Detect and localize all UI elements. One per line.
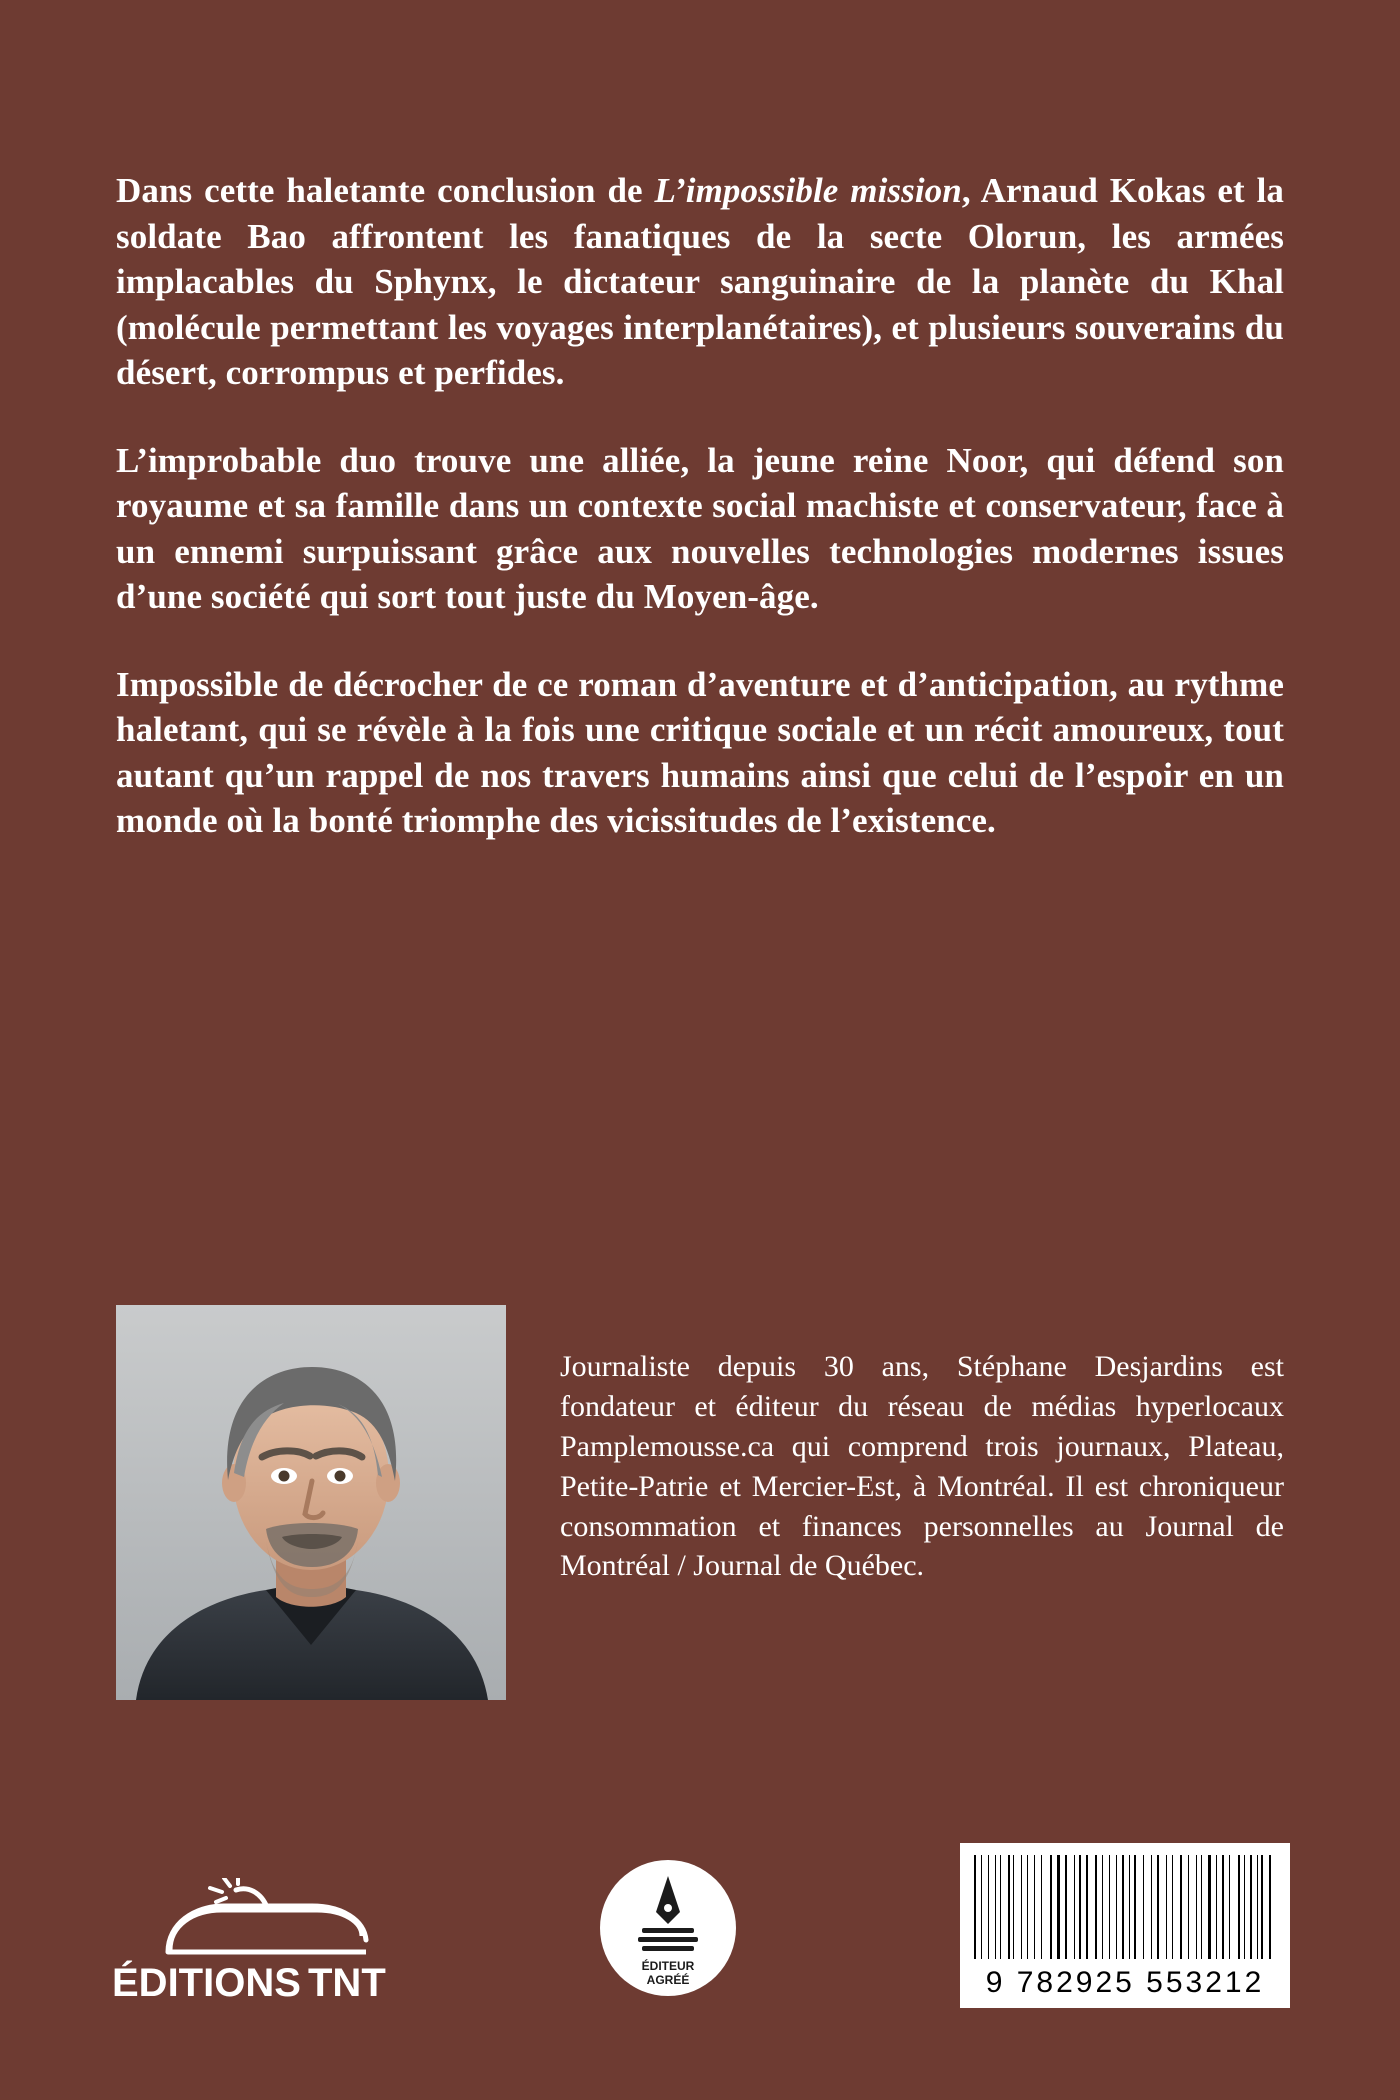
editions-tnt-logo-mark [112, 1878, 402, 2008]
blurb-text [116, 168, 1284, 844]
blurb-p1-pre: Dans cette haletante conclusion de [116, 171, 655, 210]
author-portrait-photo [116, 1305, 506, 1700]
publisher-logo-tnt-text: TNT [308, 1961, 386, 2005]
barcode [960, 1843, 1290, 2008]
footer-row [0, 1832, 1400, 2022]
portrait-illustration [116, 1305, 506, 1700]
barcode-bars [974, 1855, 1276, 1959]
seal-line-1: ÉDITEUR [641, 1959, 695, 1973]
author-bio-text: Journaliste depuis 30 ans, Stéphane Desjardins est fondateur et éditeur du réseau de médias hyperlocaux Pamplemousse.ca qui comprend trois journaux, Plateau, Petite-Patrie et Mercier-Est, à Montréal. Il est chroniqueur consommation et finances personnelles au Journal de Montréal / Journal de Québec. [560, 1350, 1284, 1583]
publisher-logo-editions-text: ÉDITIONS [112, 1961, 301, 2005]
blurb-paragraph-2: L’improbable duo trouve une alliée, la jeune reine Noor, qui défend son royaume et sa famille dans un contexte social machiste et conservateur, face à un ennemi surpuissant grâce aux nouvelles technologies modernes issues d’une société qui sort tout juste du Moyen-âge. [116, 440, 1284, 616]
book-title-italic: L’impossible mission [654, 171, 962, 210]
barcode-digits: 9 782925 553212 [985, 1966, 1265, 1999]
certified-publisher-seal [598, 1858, 738, 1998]
seal-line-2: AGRÉÉ [646, 1973, 690, 1987]
blurb-paragraph-3: Impossible de décrocher de ce roman d’aventure et d’anticipation, au rythme haletant, qui se révèle à la fois une critique sociale et un récit amoureux, tout autant qu’un rappel de nos travers humains ainsi que celui de l’espoir en un monde où la bonté triomphe des vicissitudes de l’existence. [116, 664, 1284, 840]
publisher-logo-editions-tnt [112, 1878, 402, 2008]
author-block [116, 1305, 1284, 1700]
seal-illustration [598, 1858, 738, 1998]
blurb-paragraph-1 [116, 168, 1284, 396]
blurb-p1-post: , Arnaud Kokas et la soldate Bao affrontent les fanatiques de la secte Olorun, les armées implacables du Sphynx, le dictateur sanguinaire de la planète du Khal (molécule permettant les voyages interplanétaires), et plusieurs souverains du désert, corrompus et perfides. [116, 171, 1285, 392]
